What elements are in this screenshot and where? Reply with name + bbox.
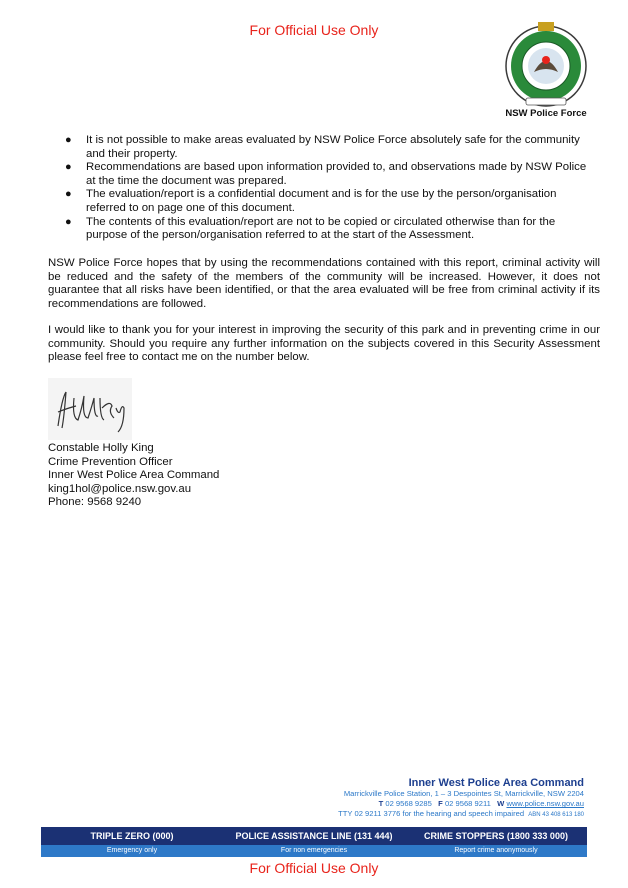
list-item: ● The evaluation/report is a confidential document and is for the use by the person/organisation referred to on page one of this document. (65, 188, 557, 214)
bullet-icon: ● (65, 188, 72, 201)
nsw-police-logo (496, 22, 588, 126)
police-badge-icon (502, 22, 590, 108)
emergency-numbers-band (41, 827, 587, 857)
officer-phone: Phone: 9568 9240 (48, 496, 142, 509)
logo-caption: NSW Police Force (505, 108, 587, 119)
list-item: ● Recommendations are based upon information provided to, and observations made by NSW Police at the time the document was prepared. (65, 161, 587, 187)
command-title: Inner West Police Area Command (408, 777, 584, 789)
website-link[interactable]: www.police.nsw.gov.au (506, 799, 584, 809)
triple-zero-sub: Emergency only (106, 847, 158, 854)
police-assistance-label: POLICE ASSISTANCE LINE (131 444) (235, 831, 393, 841)
tty-line: TTY 02 9211 3776 for the hearing and speech impaired ABN 43 408 613 180 (338, 809, 584, 819)
bullet-icon: ● (65, 134, 72, 146)
disclaimer-list (48, 134, 598, 243)
station-address: Marrickville Police Station, 1 – 3 Despointes St, Marrickville, NSW 2204 (343, 789, 584, 798)
officer-name: Constable Holly King (48, 442, 154, 454)
signature-block (48, 442, 219, 510)
list-item: ● The contents of this evaluation/report are not to be copied or circulated otherwise than for the purpose of the person/organisation referred to at the start of the Assessment. (65, 215, 556, 242)
officer-email[interactable]: king1hol@police.nsw.gov.au (48, 482, 192, 495)
crime-stoppers-sub: Report crime anonymously (454, 847, 538, 854)
handwritten-signature (48, 378, 132, 440)
list-item: ● It is not possible to make areas evaluated by NSW Police Force absolutely safe for the community and their property. (65, 134, 580, 160)
officer-role: Crime Prevention Officer (48, 455, 173, 468)
official-use-footer: For Official Use Only (249, 860, 379, 876)
contact-numbers: T 02 9568 9285 F 02 9568 9211 W www.police.nsw.gov.au (378, 799, 584, 809)
official-use-header: For Official Use Only (249, 22, 379, 38)
paragraph-recommendations: NSW Police Force hopes that by using the recommendations contained with this report, criminal activity will be reduced and the safety of the members of the community will be increased. However, it does not guarantee that all risks have been identified, or that the area evaluated will be free from criminal activity if its recommendations are followed. (48, 257, 600, 311)
bullet-icon: ● (65, 161, 72, 174)
triple-zero-label: TRIPLE ZERO (000) (90, 831, 174, 841)
paragraph-thanks: I would like to thank you for your interest in improving the security of this park and in preventing crime in our community. Should you require any further information on the subjects covered in this Security Assessment please feel free to contact me on the number below. (48, 324, 600, 364)
officer-command: Inner West Police Area Command (48, 469, 220, 482)
police-assistance-sub: For non emergencies (280, 847, 348, 854)
crime-stoppers-label: CRIME STOPPERS (1800 333 000) (424, 831, 568, 841)
bullet-icon: ● (65, 215, 72, 228)
command-contact-block (224, 777, 584, 821)
